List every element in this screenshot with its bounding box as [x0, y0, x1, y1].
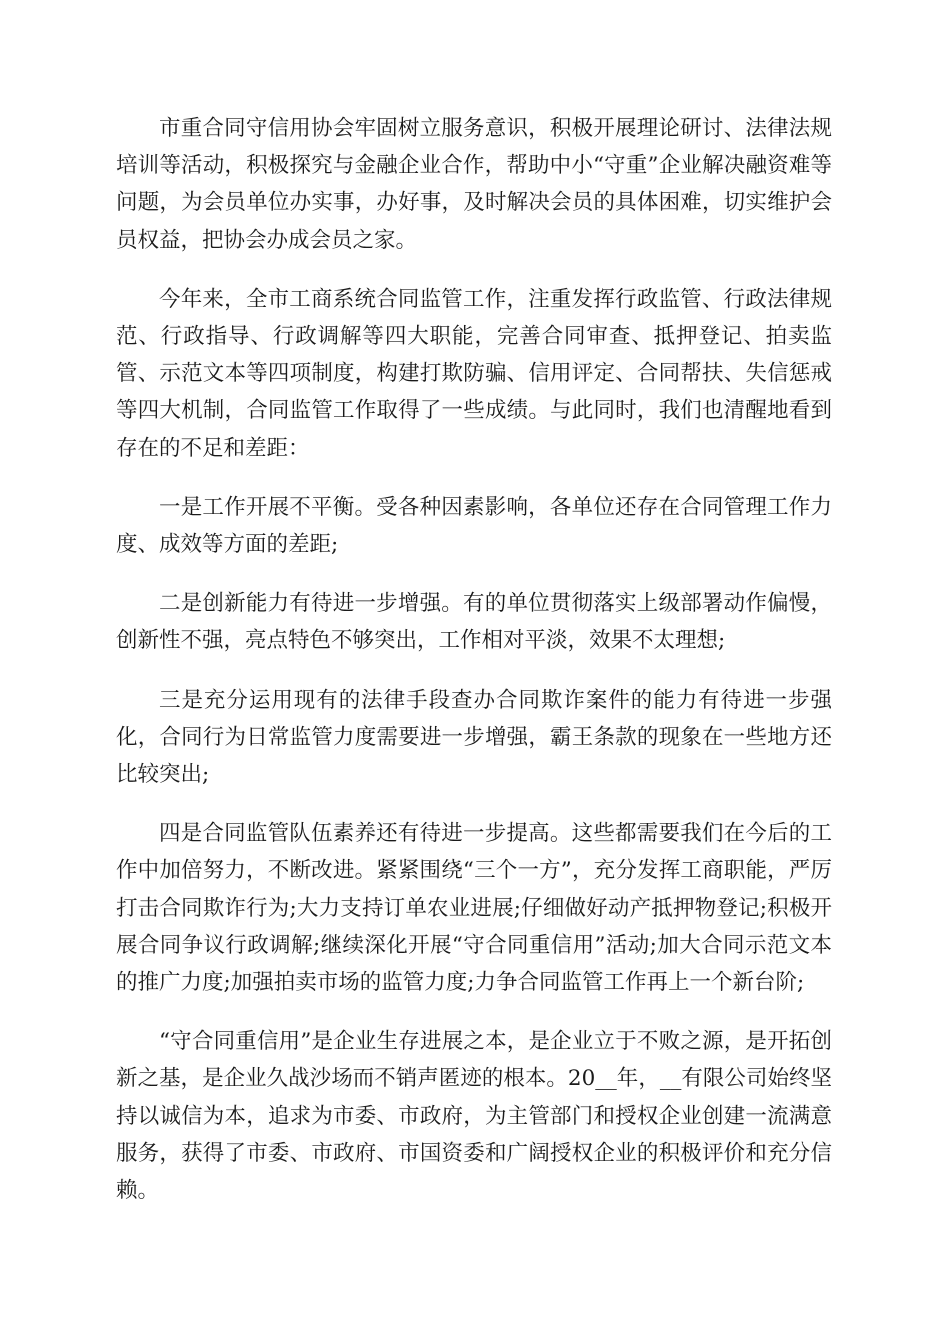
paragraph-5: 三是充分运用现有的法律手段查办合同欺诈案件的能力有待进一步强化，合同行为日常监管力度需要进一步增强，霸王条款的现象在一些地方还比较突出;: [116, 687, 832, 788]
paragraph-3: 一是工作开展不平衡。受各种因素影响，各单位还存在合同管理工作力度、成效等方面的差距;: [116, 494, 832, 558]
paragraph-2: 今年来，全市工商系统合同监管工作，注重发挥行政监管、行政法律规范、行政指导、行政调解等四大职能，完善合同审查、抵押登记、拍卖监管、示范文本等四项制度，构建打欺防骗、信用评定、合同帮扶、失信惩戒等四大机制，合同监管工作取得了一些成绩。与此同时，我们也清醒地看到存在的不足和差距：: [116, 286, 832, 461]
paragraph-7: “守合同重信用”是企业生存进展之本，是企业立于不败之源，是开拓创新之基，是企业久战沙场而不销声匿迹的根本。20__年，__有限公司始终坚持以诚信为本，追求为市委、市政府，为主管部门和授权企业创建一流满意服务，获得了市委、市政府、市国资委和广阔授权企业的积极评价和充分信赖。: [116, 1029, 832, 1204]
paragraph-6: 四是合同监管队伍素养还有待进一步提高。这些都需要我们在今后的工作中加倍努力，不断改进。紧紧围绕“三个一方”，充分发挥工商职能，严厉打击合同欺诈行为;大力支持订单农业进展;仔细做好动产抵押物登记;积极开展合同争议行政调解;继续深化开展“守合同重信用”活动;加大合同示范文本的推广力度;加强拍卖市场的监管力度;力争合同监管工作再上一个新台阶;: [116, 821, 832, 996]
paragraph-1: 市重合同守信用协会牢固树立服务意识，积极开展理论研讨、法律法规培训等活动，积极探究与金融企业合作，帮助中小“守重”企业解决融资难等问题，为会员单位办实事，办好事，及时解决会员的具体困难，切实维护会员权益，把协会办成会员之家。: [116, 116, 832, 253]
paragraph-4: 二是创新能力有待进一步增强。有的单位贯彻落实上级部署动作偏慢，创新性不强，亮点特色不够突出，工作相对平淡，效果不太理想;: [116, 591, 832, 654]
document-body: [116, 110, 832, 1231]
